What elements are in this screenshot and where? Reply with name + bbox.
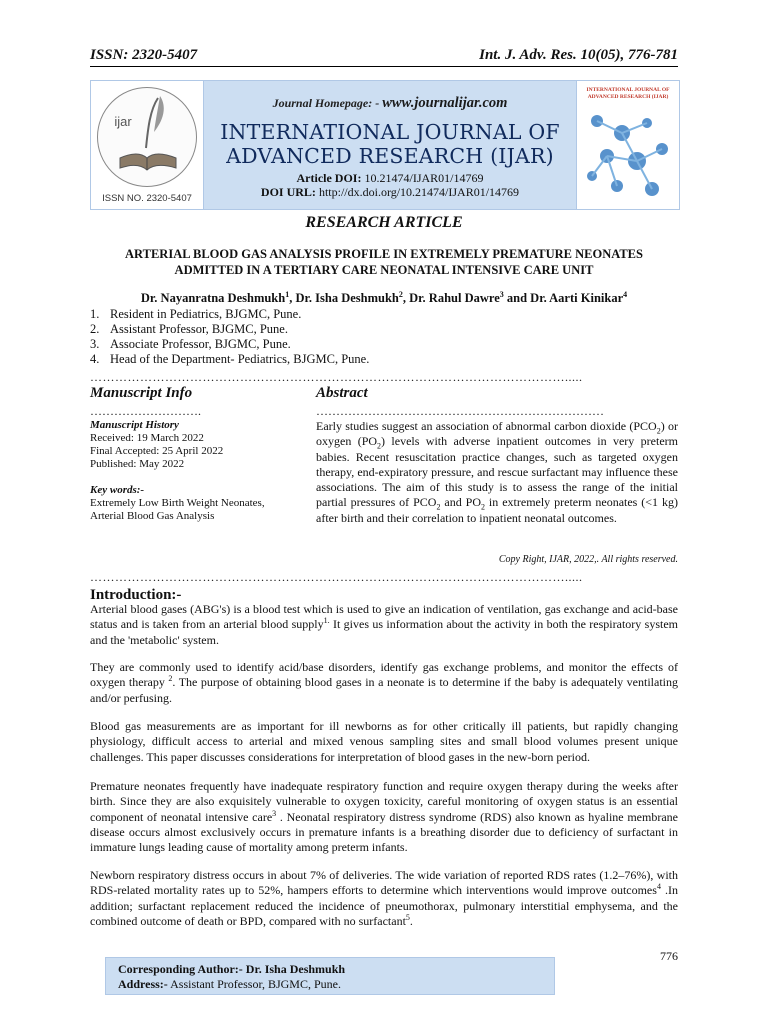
received-date: Received: 19 March 2022 [90,432,204,444]
author-3: Dr. Rahul Dawre [409,291,500,305]
manuscript-info [90,419,300,523]
abstract-sub: 2 [481,502,485,512]
affiliation-text: Head of the Department- Pediatrics, BJGMC, Pune. [110,352,370,366]
author-2-sup: 2 [398,289,403,299]
corresponding-address [118,977,542,992]
affiliation-text: Associate Professor, BJGMC, Pune. [110,337,291,351]
intro-paragraph-3: Blood gas measurements are as important for ill newborns as for other critically ill patients, but rapidly changing physiology, difficult access to arterial and mixed venous sampling sites and small blood volumes present unique challenges. This paper discusses considerations for interpretation of blood gases in the new-born period. [90,719,678,764]
author-4-sup: 4 [623,289,628,299]
address-value: Assistant Professor, BJGMC, Pune. [167,977,341,991]
dotted-divider-top: ……………………………………………………………………………………………………..... [90,370,583,384]
spacer [90,471,300,484]
author-4: Dr. Aarti Kinikar [530,291,624,305]
article-title-line1: ARTERIAL BLOOD GAS ANALYSIS PROFILE IN EXTREMELY PREMATURE NEONATES [125,247,643,261]
running-header [90,47,678,67]
author-3-sup: 3 [499,289,504,299]
author-1-sup: 1 [285,289,290,299]
intro-paragraph-4 [90,779,678,855]
doi-url [203,185,577,200]
affiliation-text: Assistant Professor, BJGMC, Pune. [110,322,288,336]
keywords-line1: Extremely Low Birth Weight Neonates, [90,497,265,509]
doi-label: Article DOI: [296,171,362,185]
paragraph-text: Newborn respiratory distress occurs in about 7% of deliveries. The wide variation of reported RDS rates (1.2–76%), with RDS-related mortality rates up to 52%, hampers efforts to determine which interventions would improve outcomes [90,868,678,898]
logo-seal [97,87,197,187]
abstract-sub: 2 [377,441,382,451]
header-rule [90,66,678,67]
affiliation-item [90,352,490,367]
doi-url-link[interactable]: http://dx.doi.org/10.21474/IJAR01/14769 [318,185,520,199]
affiliation-item [90,322,490,337]
intro-paragraph-5 [90,868,678,929]
abstract-part: ) levels with adverse inpatient outcomes in very preterm babies. Recent resuscitation practice changes, such as targeted oxygen therapy, end-expiratory pressure, and rescue surfactant may influence these associations. The aim of this study is to assess the range of the initial partial pressures of PCO [316,434,678,510]
intro-paragraph-2 [90,660,678,706]
abstract-text [316,419,678,526]
cover-title: INTERNATIONAL JOURNAL OF ADVANCED RESEARCH (IJAR) [586,87,670,100]
journal-title-line1: INTERNATIONAL JOURNAL OF [220,120,560,144]
logo-issn: ISSN NO. 2320-5407 [102,193,192,204]
journal-logo [91,81,204,209]
manuscript-info-heading: Manuscript Info [90,385,193,401]
abstract-heading: Abstract [316,385,368,401]
article-title [90,246,678,278]
abstract-sub: 2 [436,502,441,512]
affiliation-list [90,307,490,367]
quill-book-icon [98,88,196,186]
abstract-part: in extremely preterm neonates (<1 kg) after birth and their correlation to inpatient neonatal outcomes. [316,495,678,525]
journal-title-line2: ADVANCED RESEARCH (IJAR) [226,144,554,168]
article-title-line2: ADMITTED IN A TERTIARY CARE NEONATAL INTENSIVE CARE UNIT [174,263,594,277]
published-date: Published: May 2022 [90,458,185,470]
citation-label: Int. J. Adv. Res. 10(05), 776-781 [479,47,678,63]
history-heading: Manuscript History [90,419,179,431]
affiliation-item [90,307,490,322]
abstract-part: ) or oxygen (PO [316,419,678,449]
citation-sup: 5 [405,912,410,922]
paragraph-text: . [409,913,413,928]
doi-url-label: DOI URL: [260,185,316,199]
citation-sup: 1. [323,616,330,626]
corr-name: Dr. Isha Deshmukh [242,962,346,976]
author-sep-2: , [402,291,410,305]
citation-sup: 4 [656,882,661,892]
corresponding-author [118,962,542,977]
abstract-dots: ……………………………………………………………… [316,404,604,418]
manuscript-info-dots: ………………………. [90,404,201,418]
affiliation-text: Resident in Pediatrics, BJGMC, Pune. [110,307,302,321]
corresponding-author-box [105,957,555,995]
copyright-notice: Copy Right, IJAR, 2022,. All rights reserved. [498,554,678,565]
dotted-divider-bottom: ……………………………………………………………………………………………………..... [90,570,583,584]
corr-label: Corresponding Author:- [118,962,243,976]
affiliation-item [90,337,490,352]
article-type: RESEARCH ARTICLE [305,214,463,231]
abstract-sub: 2 [656,426,661,436]
journal-homepage [203,95,577,112]
homepage-label: Journal Homepage: - [272,96,380,110]
address-label: Address:- [118,977,168,991]
citation-sup: 2 [168,674,173,684]
affiliation-number: 3. [90,337,100,351]
intro-paragraph-1 [90,602,678,648]
keywords-line2: Arterial Blood Gas Analysis [90,510,215,522]
author-list [90,291,678,306]
abstract-part: and PO [440,495,481,510]
author-1: Dr. Nayanratna Deshmukh [140,291,286,305]
affiliation-number: 4. [90,352,100,366]
author-2: Dr. Isha Deshmukh [295,291,399,305]
paragraph-text: They are commonly used to identify acid/base disorders, identify gas exchange problems, and monitor the effects of oxygen therapy [90,660,678,690]
journal-title [203,120,577,168]
paragraph-text: It gives us information about the activity in both the respiratory system and the 'metabolic' system. [90,617,678,647]
author-sep-3: and [503,291,531,305]
abstract-part: Early studies suggest an association of abnormal carbon dioxide (PCO [316,419,657,433]
issn-label: ISSN: 2320-5407 [90,47,198,63]
paragraph-text: . The purpose of obtaining blood gases in a neonate is to determine if the baby is adequately ventilating and/or perfusing. [90,675,679,705]
affiliation-number: 2. [90,322,100,336]
accepted-date: Final Accepted: 25 April 2022 [90,445,224,457]
doi-value: 10.21474/IJAR01/14769 [364,171,484,185]
introduction-heading: Introduction:- [90,587,182,603]
author-sep-1: , [289,291,296,305]
journal-cover [576,81,679,209]
logo-text: ijar [114,114,132,129]
journal-banner [90,80,680,210]
citation-sup: 3 [272,808,277,818]
paragraph-text: . Neonatal respiratory distress syndrome (RDS) also known as hyaline membrane disease occurs almost exclusively occurs in premature infants is a breathing disorder due to deficiency of surfactant in immature lungs leading cause of mortality among preterm infants. [90,809,678,855]
article-doi [203,171,577,186]
affiliation-number: 1. [90,307,100,321]
paragraph-text: .In addition; surfactant replacement reduced the incidence of pneumothorax, pulmonary interstitial emphysema, and the combined outcome of death or BPD, compared with no surfactant [90,883,679,928]
paragraph-text: Premature neonates frequently have inadequate respiratory function and require oxygen therapy during the weeks after birth. Since they are also exquisitely vulnerable to oxygen toxicity, careful monitoring of oxygen status is an essential component of neonatal intensive care [90,779,678,824]
paragraph-text: Arterial blood gases (ABG's) is a blood test which is used to give an indication of ventilation, gas exchange and acid-base status and is taken from an arterial blood supply [90,602,678,632]
page-number: 776 [660,949,678,963]
keywords-heading: Key words:- [90,484,145,496]
homepage-link[interactable]: www.journalijar.com [382,95,508,111]
